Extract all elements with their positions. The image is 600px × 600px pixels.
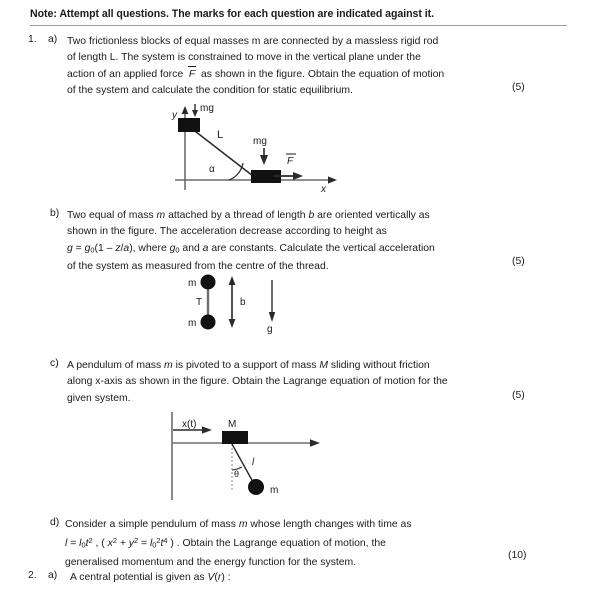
pendulum-sliding-support-figure xyxy=(160,408,340,503)
question-1c-line-1: A pendulum of mass m is pivoted to a support of mass M sliding without friction xyxy=(67,360,430,371)
question-1d-line-1: Consider a simple pendulum of mass m whose length changes with time as xyxy=(65,519,412,530)
question-1a-text xyxy=(67,34,517,100)
question-1d-marks: (10) xyxy=(508,550,527,561)
figure2-label-m-top: m xyxy=(188,278,197,289)
question-1a-letter: a) xyxy=(48,34,58,45)
question-1b-line-2: shown in the figure. The acceleration decrease according to height as xyxy=(67,226,387,238)
figure3-label-theta: θ xyxy=(234,469,240,479)
question-1b-letter: b) xyxy=(50,208,60,219)
figure1-label-x: x xyxy=(321,184,326,195)
question-1a-line-4: of the system and calculate the condition for static equilibrium. xyxy=(67,85,353,97)
figure1-label-mg-top: mg xyxy=(200,104,214,114)
question-1b-line-3: $g = g_0(1 - z/a)$, where $g_0$ and a are constants. Calculate the vertical acceleration xyxy=(67,242,435,255)
question-1d-line-2: $l = l_0t^2$ , ( $x^2 + y^2 = l_0^2t^4$ ) . Obtain the Lagrange equation of motion, the xyxy=(65,536,386,551)
question-2-number: 2. xyxy=(28,570,37,581)
question-1a-line-2: of length L. The system is constrained to move in the vertical plane under the xyxy=(67,52,421,64)
question-1b-line-1: Two equal of mass m attached by a thread of length b are oriented vertically as xyxy=(67,210,430,221)
question-1d-letter: d) xyxy=(50,517,60,528)
figure1-label-F: F xyxy=(287,156,294,167)
figure3-label-l: l xyxy=(252,457,255,468)
figure2-label-m-bottom: m xyxy=(188,318,197,329)
question-1a-marks: (5) xyxy=(512,82,525,93)
question-1-number: 1. xyxy=(28,34,37,45)
question-1c-letter: c) xyxy=(50,358,59,369)
question-2a-letter: a) xyxy=(48,570,58,581)
question-1c-marks: (5) xyxy=(512,390,525,401)
question-1c-line-3: given system. xyxy=(67,392,131,404)
question-1b-line-4: of the system as measured from the centre of the thread. xyxy=(67,260,329,272)
question-1d-text xyxy=(65,517,520,571)
figure3-label-M: M xyxy=(228,419,237,430)
figure3-label-xt: x(t) xyxy=(182,419,197,430)
question-1c-line-2: along x-axis as shown in the figure. Obtain the Lagrange equation of motion for the xyxy=(67,376,448,388)
force-vector-symbol: F xyxy=(189,67,195,83)
question-1d-line-3: generalised momentum and the energy function for the system. xyxy=(65,556,357,568)
question-1b-marks: (5) xyxy=(512,256,525,267)
figure1-label-y: y xyxy=(172,110,177,121)
two-masses-thread-figure xyxy=(180,272,300,334)
question-2a-text xyxy=(70,570,510,586)
question-2a-line-1: A central potential is given as V(r) : xyxy=(70,572,231,583)
two-blocks-rigid-rod-figure xyxy=(155,104,345,196)
question-1a-line-1: Two frictionless blocks of equal masses m are connected by a massless rigid rod xyxy=(67,36,439,47)
question-1b-text xyxy=(67,208,517,275)
figure2-label-T: T xyxy=(196,297,203,308)
figure1-label-L: L xyxy=(217,129,224,141)
figure2-label-g: g xyxy=(267,324,273,334)
header-divider xyxy=(30,25,567,26)
figure2-label-b: b xyxy=(240,297,246,308)
note-heading: Note: Attempt all questions. The marks for each question are indicated against it. xyxy=(30,8,435,20)
question-1a-line-3: action of an applied force F as shown in the figure. Obtain the equation of motion xyxy=(67,67,517,83)
figure1-label-alpha: α xyxy=(209,164,215,175)
figure3-label-m: m xyxy=(270,485,279,496)
figure1-label-mg-bottom: mg xyxy=(253,136,267,147)
question-1c-text xyxy=(67,358,522,407)
